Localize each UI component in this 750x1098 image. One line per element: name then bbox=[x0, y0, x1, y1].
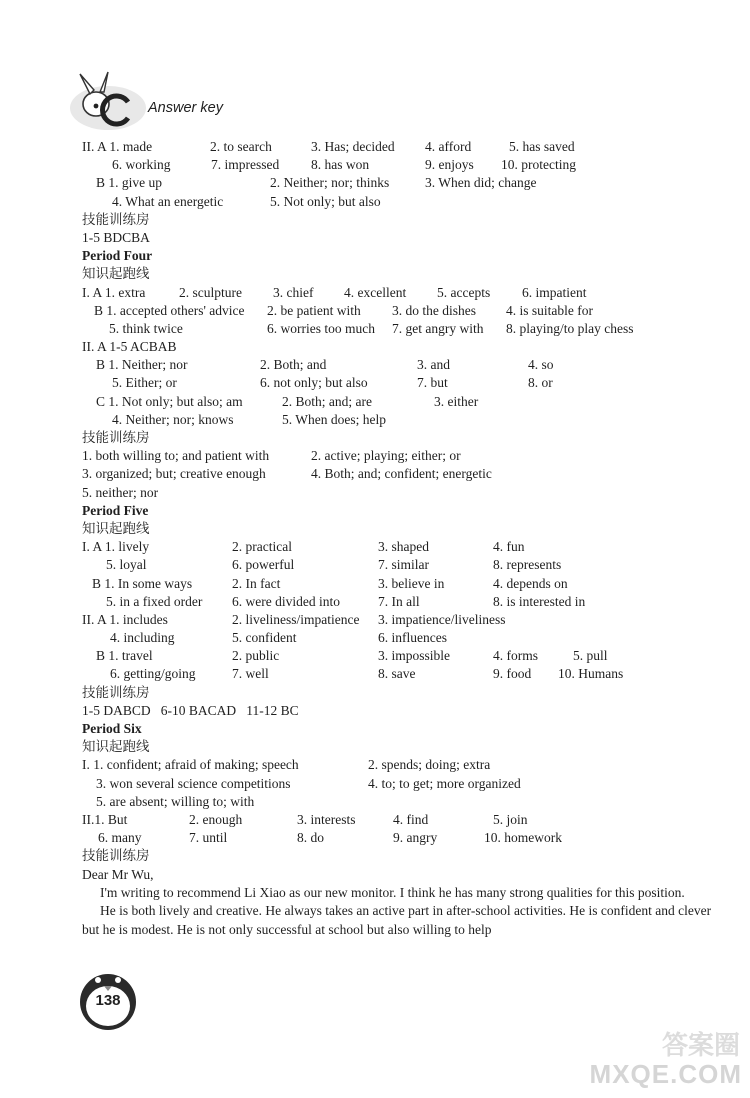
answer-item: 7. but bbox=[417, 375, 448, 391]
rabbit-logo-icon bbox=[68, 66, 158, 136]
answer-item: I. A 1. extra bbox=[82, 284, 146, 300]
answer-item: 7. well bbox=[232, 666, 269, 682]
answer-item: 8. is interested in bbox=[493, 593, 586, 609]
answer-item: 6. influences bbox=[378, 630, 447, 646]
answer-item: 4. depends on bbox=[493, 575, 568, 591]
answer-item: 5. accepts bbox=[437, 284, 491, 300]
answer-item: 4. find bbox=[393, 811, 429, 827]
answer-item: 6. impatient bbox=[522, 284, 587, 300]
answer-item: 5. loyal bbox=[106, 557, 147, 573]
answer-item: 6. worries too much bbox=[267, 320, 375, 336]
answer-item: 2. Both; and bbox=[260, 357, 327, 373]
answer-item: 6. working bbox=[112, 157, 171, 173]
period-title: Period Five bbox=[82, 502, 149, 518]
answer-item: 4. including bbox=[110, 630, 175, 646]
page-number: 138 bbox=[95, 992, 121, 1009]
answer-row bbox=[82, 556, 722, 574]
answer-item: 5. are absent; willing to; with bbox=[96, 793, 255, 809]
period-title: Period Six bbox=[82, 721, 142, 736]
answer-item: 4. Neither; nor; knows bbox=[112, 411, 234, 427]
letter-paragraph: I'm writing to recommend Li Xiao as our new monitor. I think he has many strong qualities for this position. bbox=[100, 884, 685, 900]
section-heading: 知识起跑线 bbox=[82, 739, 150, 755]
answer-item: 9. enjoys bbox=[425, 157, 474, 173]
letter-paragraph: He is both lively and creative. He always takes an active part in after-school activities. He is confident and clever but he is modest. He is not only successful at school but also willing to help bbox=[82, 903, 712, 937]
answer-item: B 1. travel bbox=[96, 648, 153, 664]
section-heading: 知识起跑线 bbox=[82, 520, 150, 536]
answer-item: 4. afford bbox=[425, 139, 472, 154]
answer-item: 3. won several science competitions bbox=[96, 775, 291, 791]
answer-item: 6. powerful bbox=[232, 557, 295, 573]
answer-item: 5. When does; help bbox=[282, 411, 386, 427]
answer-item: 4. Both; and; confident; energetic bbox=[311, 466, 492, 482]
answer-item: 6. getting/going bbox=[110, 666, 196, 682]
answer-item: 2. active; playing; either; or bbox=[311, 448, 461, 464]
answer-item: 5. Not only; but also bbox=[270, 193, 381, 209]
answer-row bbox=[82, 411, 722, 429]
answer-item: C 1. Not only; but also; am bbox=[96, 393, 243, 409]
answer-item: 5. pull bbox=[573, 648, 608, 664]
answer-item: 3. chief bbox=[273, 284, 314, 300]
answer-item: 1. both willing to; and patient with bbox=[82, 448, 270, 464]
answer-item: 3. impossible bbox=[378, 648, 451, 664]
answer-item: 5. join bbox=[493, 811, 528, 827]
answer-item: 2. In fact bbox=[232, 575, 281, 591]
answer-row bbox=[82, 138, 722, 156]
answer-item: 2. sculpture bbox=[179, 284, 242, 300]
answer-item: 8. save bbox=[378, 666, 416, 682]
section-heading: 技能训练房 bbox=[82, 430, 150, 445]
section-heading: 技能训练房 bbox=[82, 211, 150, 227]
answer-item: 10. homework bbox=[484, 830, 562, 846]
answer-item: 2. Both; and; are bbox=[282, 393, 372, 409]
answer-item: 8. do bbox=[297, 830, 324, 846]
watermark-url: MXQE.COM bbox=[589, 1059, 742, 1089]
answer-row bbox=[82, 193, 722, 211]
answer-line: 1-5 BDCBA bbox=[82, 229, 150, 245]
answer-item: 9. food bbox=[493, 666, 532, 682]
answer-row bbox=[82, 393, 722, 411]
answer-item: 2. spends; doing; extra bbox=[368, 757, 491, 773]
answer-item: 8. represents bbox=[493, 557, 562, 573]
answer-row bbox=[82, 174, 722, 192]
answer-line: 1-5 DABCD 6-10 BACAD 11-12 BC bbox=[82, 702, 299, 718]
answer-row bbox=[82, 647, 722, 665]
answer-row bbox=[82, 629, 722, 647]
answer-row bbox=[82, 374, 722, 392]
answer-item: 4. excellent bbox=[344, 284, 407, 300]
answer-key-header bbox=[68, 66, 268, 136]
answer-item: 3. organized; but; creative enough bbox=[82, 466, 266, 482]
answer-row bbox=[82, 302, 722, 320]
answer-item: B 1. In some ways bbox=[92, 575, 193, 591]
answer-item: I. 1. confident; afraid of making; speech bbox=[82, 757, 299, 773]
answer-item: 3. interests bbox=[297, 811, 356, 827]
answer-item: 4. fun bbox=[493, 539, 525, 555]
answer-item: 2. liveliness/impatience bbox=[232, 611, 360, 627]
answer-row bbox=[82, 356, 722, 374]
answer-line: II. A 1-5 ACBAB bbox=[82, 339, 177, 355]
answer-item: 4. forms bbox=[493, 648, 538, 664]
answer-row bbox=[82, 665, 722, 683]
answer-item: B 1. accepted others' advice bbox=[94, 302, 245, 318]
answer-row bbox=[82, 575, 722, 593]
answer-item: I. A 1. lively bbox=[82, 539, 150, 555]
answer-item: 6. were divided into bbox=[232, 593, 340, 609]
answer-row bbox=[82, 611, 722, 629]
answer-item: 10. Humans bbox=[558, 666, 624, 682]
answer-row bbox=[82, 284, 722, 302]
answer-item: II. A 1. includes bbox=[82, 611, 168, 627]
answer-row bbox=[82, 593, 722, 611]
section-heading: 知识起跑线 bbox=[82, 266, 150, 282]
answer-item: 3. either bbox=[434, 393, 479, 409]
answer-item: 3. and bbox=[417, 357, 450, 373]
answer-item: 3. Has; decided bbox=[311, 139, 395, 154]
answer-item: 7. impressed bbox=[211, 157, 280, 173]
answer-item: 9. angry bbox=[393, 830, 438, 846]
answer-content bbox=[82, 138, 722, 939]
letter-greeting: Dear Mr Wu, bbox=[82, 866, 154, 882]
answer-line: 5. neither; nor bbox=[82, 484, 159, 500]
answer-row bbox=[82, 756, 722, 774]
answer-row bbox=[82, 538, 722, 556]
answer-item: 3. impatience/liveliness bbox=[378, 611, 506, 627]
answer-item: 2. be patient with bbox=[267, 302, 361, 318]
answer-row bbox=[82, 320, 722, 338]
answer-item: B 1. give up bbox=[96, 175, 162, 191]
period-title: Period Four bbox=[82, 248, 153, 264]
answer-row bbox=[82, 775, 722, 793]
section-heading: 技能训练房 bbox=[82, 684, 150, 700]
answer-item: 5. in a fixed order bbox=[106, 593, 203, 609]
answer-item: 4. to; to get; more organized bbox=[368, 775, 521, 791]
page-number-badge bbox=[78, 966, 138, 1032]
answer-row bbox=[82, 829, 722, 847]
answer-item: 2. enough bbox=[189, 811, 243, 827]
answer-row bbox=[82, 811, 722, 829]
answer-item: 3. believe in bbox=[378, 575, 445, 591]
answer-item: II.1. But bbox=[82, 811, 128, 827]
answer-item: 3. do the dishes bbox=[392, 302, 476, 318]
answer-item: 2. practical bbox=[232, 539, 292, 555]
answer-item: 4. What an energetic bbox=[112, 193, 224, 209]
answer-item: 5. think twice bbox=[109, 320, 183, 336]
answer-row bbox=[82, 793, 722, 811]
answer-row bbox=[82, 447, 722, 465]
answer-item: 7. get angry with bbox=[392, 320, 484, 336]
answer-item: 3. When did; change bbox=[425, 175, 537, 191]
section-heading: 技能训练房 bbox=[82, 848, 150, 864]
watermark-cn: 答案圈 bbox=[661, 1031, 740, 1061]
answer-item: 7. similar bbox=[378, 557, 429, 573]
answer-item: 2. public bbox=[232, 648, 280, 664]
answer-item: 8. or bbox=[528, 375, 553, 391]
answer-item: 8. playing/to play chess bbox=[506, 320, 634, 336]
answer-item: B 1. Neither; nor bbox=[96, 357, 188, 373]
answer-row bbox=[82, 465, 722, 483]
header-title: Answer key bbox=[148, 100, 223, 116]
answer-row bbox=[82, 156, 722, 174]
answer-item: 2. Neither; nor; thinks bbox=[270, 175, 390, 191]
answer-item: 7. until bbox=[189, 830, 228, 846]
answer-item: 7. In all bbox=[378, 593, 420, 609]
answer-item: 4. so bbox=[528, 357, 554, 373]
answer-item: 2. to search bbox=[210, 139, 272, 154]
answer-item: 6. many bbox=[98, 830, 142, 846]
answer-item: 6. not only; but also bbox=[260, 375, 368, 391]
answer-item: 5. Either; or bbox=[112, 375, 177, 391]
answer-item: 5. confident bbox=[232, 630, 297, 646]
answer-item: 10. protecting bbox=[501, 157, 576, 173]
answer-item: II. A 1. made bbox=[82, 139, 153, 154]
answer-item: 5. has saved bbox=[509, 139, 575, 154]
answer-item: 4. is suitable for bbox=[506, 302, 593, 318]
answer-item: 8. has won bbox=[311, 157, 370, 173]
answer-item: 3. shaped bbox=[378, 539, 429, 555]
